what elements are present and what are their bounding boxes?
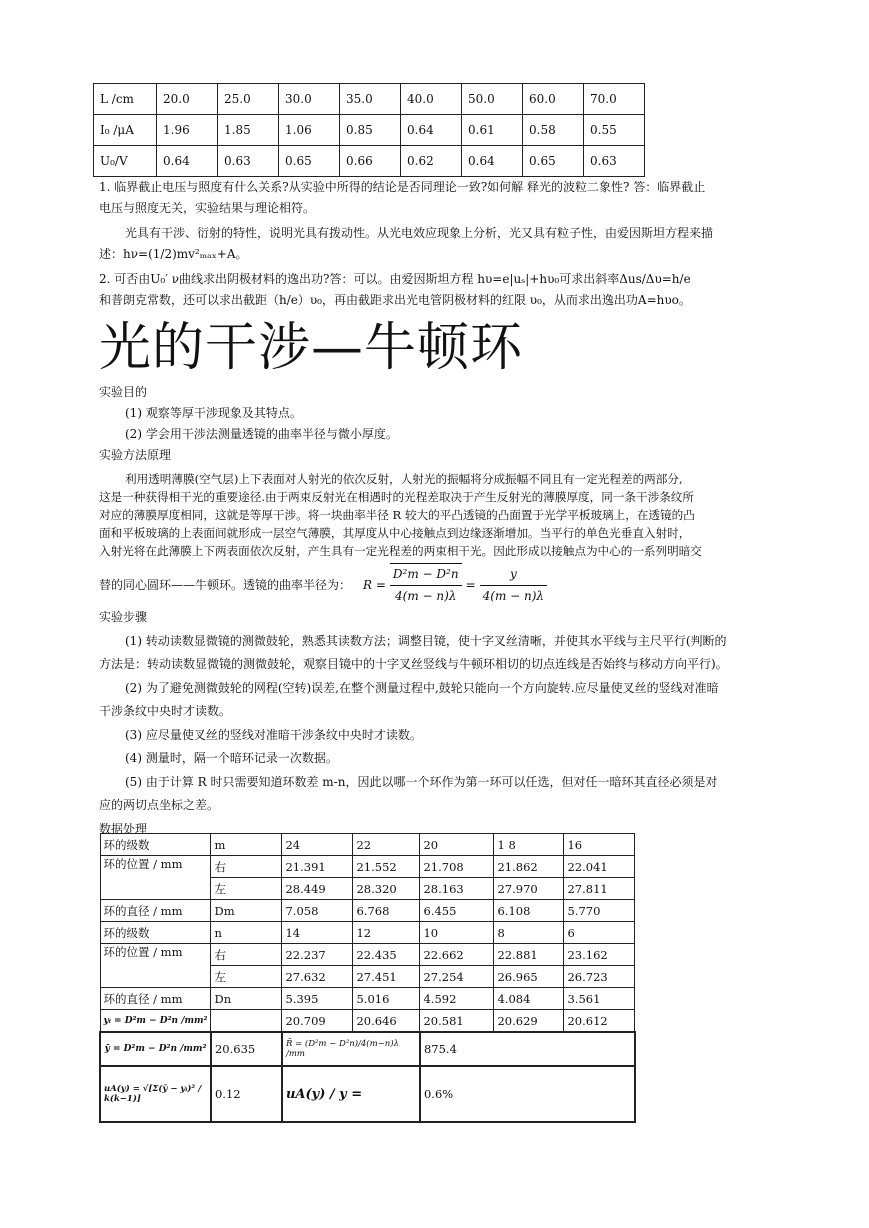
table-cell: 30.0 xyxy=(279,84,340,115)
table-cell: 0.61 xyxy=(462,115,523,146)
table-cell: 22.881 xyxy=(494,944,564,966)
table-cell: 0.85 xyxy=(340,115,401,146)
table-cell: 25.0 xyxy=(218,84,279,115)
table-cell: 40.0 xyxy=(401,84,462,115)
table-row xyxy=(100,834,635,856)
denominator: 4(m − n)λ xyxy=(482,588,545,603)
table-row xyxy=(100,900,635,922)
table-cell: 24 xyxy=(282,834,353,856)
row-label: 环的直径 / mm xyxy=(100,900,211,922)
paragraph-line: 干涉条纹中央时才读数。 xyxy=(99,704,232,718)
paragraph-line: 1. 临界截止电压与照度有什么关系?从实验中所得的结论是否同理论一致?如何解 释光的波粒二象性? 答：临界截止 xyxy=(99,180,706,194)
table-cell: 20.0 xyxy=(157,84,218,115)
row-symbol: 左 xyxy=(211,966,282,988)
table-cell: 0.63 xyxy=(218,146,279,177)
table-cell: 6.768 xyxy=(353,900,420,922)
table-row xyxy=(94,84,645,115)
table-cell: 20.635 xyxy=(211,1032,282,1066)
table-cell: 4.592 xyxy=(420,988,494,1010)
table-row xyxy=(100,1066,635,1122)
table-cell: 20.709 xyxy=(282,1010,353,1033)
table-cell: 0.6% xyxy=(420,1066,635,1122)
paragraph-line: (4) 测量时，隔一个暗环记录一次数据。 xyxy=(125,751,338,765)
table-cell: 21.391 xyxy=(282,856,353,878)
paragraph-line: 2. 可否由U₀′ ν曲线求出阴极材料的逸出功?答：可以。由爱因斯坦方程 hυ=e|uₛ|+hυ₀可求出斜率Δus/Δυ=h/e xyxy=(99,272,691,286)
table-cell: 3.561 xyxy=(564,988,635,1010)
table-cell: 22.662 xyxy=(420,944,494,966)
formula-line xyxy=(99,563,547,607)
table-row xyxy=(100,988,635,1010)
table-cell: 21.552 xyxy=(353,856,420,878)
formula-r: R = xyxy=(363,577,386,592)
table-cell: 27.254 xyxy=(420,966,494,988)
table-cell: 6.455 xyxy=(420,900,494,922)
paragraph-line: (5) 由于计算 R 时只需要知道环数差 m-n，因此以哪一个环作为第一环可以任选，但对任一暗环其直径必须是对 xyxy=(125,774,718,789)
table-cell xyxy=(211,1010,282,1033)
formula-fraction xyxy=(390,563,462,607)
row-label: uA(y) / y = xyxy=(282,1066,420,1122)
paragraph-line: 述：hν=(1/2)mv²ₘₐₓ+A。 xyxy=(99,247,248,261)
table-cell: 27.632 xyxy=(282,966,353,988)
table-cell: 0.64 xyxy=(157,146,218,177)
table-cell: 21.862 xyxy=(494,856,564,878)
list-item: (2) 学会用干涉法测量透镜的曲率半径与微小厚度。 xyxy=(125,427,398,441)
row-label: L /cm xyxy=(94,84,157,115)
section-heading: 实验目的 xyxy=(99,385,148,399)
table-cell: 0.64 xyxy=(462,146,523,177)
table-cell: 0.66 xyxy=(340,146,401,177)
table-row xyxy=(100,944,635,966)
table-row xyxy=(94,146,645,177)
paragraph-line: 替的同心圆环——牛顿环。透镜的曲率半径为： xyxy=(99,577,352,592)
table-cell: 16 xyxy=(564,834,635,856)
table-cell: 1.96 xyxy=(157,115,218,146)
table-cell: 5.770 xyxy=(564,900,635,922)
section-heading: 实验步骤 xyxy=(99,610,148,624)
table-cell: 20 xyxy=(420,834,494,856)
table-cell: 4.084 xyxy=(494,988,564,1010)
table-cell: 0.12 xyxy=(211,1066,282,1122)
table-cell: 20.629 xyxy=(494,1010,564,1033)
table-cell: 10 xyxy=(420,922,494,944)
table-cell: 50.0 xyxy=(462,84,523,115)
table-cell: 28.449 xyxy=(282,878,353,900)
row-label: U₀/V xyxy=(94,146,157,177)
table-cell: 6.108 xyxy=(494,900,564,922)
paragraph-line: (3) 应尽量使叉丝的竖线对准暗干涉条纹中央时才读数。 xyxy=(125,727,422,742)
row-label: 环的级数 xyxy=(100,834,211,856)
table-cell: 28.163 xyxy=(420,878,494,900)
row-label: I₀ /μA xyxy=(94,115,157,146)
table-cell: 0.55 xyxy=(584,115,645,146)
row-symbol: 右 xyxy=(211,944,282,966)
table-cell: 35.0 xyxy=(340,84,401,115)
numerator: y xyxy=(480,564,547,586)
numerator: D²m − D²n xyxy=(390,563,462,586)
table-row xyxy=(100,856,635,878)
row-symbol: n xyxy=(211,922,282,944)
paragraph-line: 面和平板玻璃的上表面间就形成一层空气薄膜，其厚度从中心接触点到边缘逐渐增加。当平行的单色光垂直入射时， xyxy=(99,526,691,540)
table-cell: 70.0 xyxy=(584,84,645,115)
row-label: uA(y) = √[Σ(ȳ − yᵢ)² / k(k−1)] xyxy=(100,1066,211,1122)
row-label: 环的位置 / mm xyxy=(100,944,211,988)
row-label: ȳ = D²m − D²n /mm² xyxy=(100,1032,211,1066)
table-cell: 22 xyxy=(353,834,420,856)
page-title: 光的干涉—牛顿环 xyxy=(99,318,524,378)
row-label: R̄ = (D²m − D²n)/4(m−n)λ /mm xyxy=(282,1032,420,1066)
table-cell: 7.058 xyxy=(282,900,353,922)
row-symbol: 左 xyxy=(211,878,282,900)
paragraph-line: (1) 转动读数显微镜的测微鼓轮，熟悉其读数方法；调整目镜，使十字叉丝清晰，并使其水平线与主尺平行(判断的 xyxy=(125,633,727,648)
table-cell: 60.0 xyxy=(523,84,584,115)
section-heading: 数据处理 xyxy=(99,821,148,836)
table-cell: 14 xyxy=(282,922,353,944)
photoelectric-data-table xyxy=(93,83,645,177)
table-cell: 28.320 xyxy=(353,878,420,900)
table-cell: 22.041 xyxy=(564,856,635,878)
row-symbol: Dn xyxy=(211,988,282,1010)
table-cell: 0.65 xyxy=(523,146,584,177)
table-cell: 0.58 xyxy=(523,115,584,146)
table-cell: 0.65 xyxy=(279,146,340,177)
row-label: 环的位置 / mm xyxy=(100,856,211,900)
denominator: 4(m − n)λ xyxy=(395,589,457,603)
section-heading: 实验方法原理 xyxy=(99,448,172,462)
principle-paragraph xyxy=(99,470,789,560)
table-cell: 6 xyxy=(564,922,635,944)
table-cell: 1.06 xyxy=(279,115,340,146)
paragraph-line: 利用透明薄膜(空气层)上下表面对人射光的依次反射，人射光的振幅将分成振幅不同且有一定光程差的两部分, xyxy=(125,472,683,486)
table-cell: 20.646 xyxy=(353,1010,420,1033)
row-label: 环的直径 / mm xyxy=(100,988,211,1010)
table-cell: 875.4 xyxy=(420,1032,635,1066)
row-symbol: Dm xyxy=(211,900,282,922)
table-row xyxy=(94,115,645,146)
row-symbol: m xyxy=(211,834,282,856)
table-cell: 8 xyxy=(494,922,564,944)
table-cell: 5.395 xyxy=(282,988,353,1010)
paragraph-line: 对应的薄膜厚度相同，这就是等厚干涉。将一块曲率半径 R 较大的平凸透镜的凸面置于光学平板玻璃上，在透镜的凸 xyxy=(99,508,695,522)
table-cell: 1 8 xyxy=(494,834,564,856)
table-cell: 20.612 xyxy=(564,1010,635,1033)
table-cell: 0.62 xyxy=(401,146,462,177)
table-cell: 0.64 xyxy=(401,115,462,146)
table-cell: 23.162 xyxy=(564,944,635,966)
table-cell: 20.581 xyxy=(420,1010,494,1033)
row-label: 环的级数 xyxy=(100,922,211,944)
list-item: (1) 观察等厚干涉现象及其特点。 xyxy=(125,406,302,420)
table-cell: 1.85 xyxy=(218,115,279,146)
qa-section xyxy=(99,177,789,311)
table-cell: 27.811 xyxy=(564,878,635,900)
paragraph-line: 入射光将在此薄膜上下两表面依次反射，产生具有一定光程差的两束相干光。因此形成以接触点为中心的一系列明暗交 xyxy=(99,544,702,558)
purpose-section xyxy=(99,382,799,466)
table-row xyxy=(100,1010,635,1033)
table-cell: 5.016 xyxy=(353,988,420,1010)
table-cell: 22.237 xyxy=(282,944,353,966)
paragraph-line: 电压与照度无关，实验结果与理论相符。 xyxy=(99,201,316,215)
formula-fraction xyxy=(480,564,547,607)
table-cell: 27.970 xyxy=(494,878,564,900)
table-cell: 22.435 xyxy=(353,944,420,966)
newton-rings-data-table xyxy=(99,833,636,1123)
table-row xyxy=(100,1032,635,1066)
table-cell: 12 xyxy=(353,922,420,944)
paragraph-line: 光具有干涉、衍射的特性，说明光具有拨动性。从光电效应现象上分析，光又具有粒子性，由爱因斯坦方程来描 xyxy=(125,226,714,240)
paragraph-line: 方法是：转动读数显微镜的测微鼓轮，观察目镜中的十字叉丝竖线与牛顿环相切的切点连线是否始终与移动方向平行)。 xyxy=(99,657,728,671)
steps-section xyxy=(99,606,789,841)
table-row xyxy=(100,922,635,944)
paragraph-line: (2) 为了避免测微鼓轮的网程(空转)误差,在整个测量过程中,鼓轮只能向一个方向旋转.应尽量使叉丝的竖线对准暗 xyxy=(125,680,719,695)
table-cell: 26.965 xyxy=(494,966,564,988)
paragraph-line: 应的两切点坐标之差。 xyxy=(99,798,220,812)
paragraph-line: 这是一种获得相干光的重要途径.由于两束反射光在相遇时的光程差取决于产生反射光的薄膜厚度，同一条干涉条纹所 xyxy=(99,490,694,504)
table-cell: 26.723 xyxy=(564,966,635,988)
row-symbol: 右 xyxy=(211,856,282,878)
paragraph-line: 和普朗克常数，还可以求出截距（h/e）υ₀，再由截距求出光电管阴极材料的红限 υ₀，从而求出逸出功A=hυo。 xyxy=(99,293,691,307)
formula-equals: = xyxy=(465,577,476,592)
table-cell: 27.451 xyxy=(353,966,420,988)
table-cell: 0.63 xyxy=(584,146,645,177)
table-cell: 21.708 xyxy=(420,856,494,878)
row-label: yᵢ = D²m − D²n /mm² xyxy=(100,1010,211,1033)
